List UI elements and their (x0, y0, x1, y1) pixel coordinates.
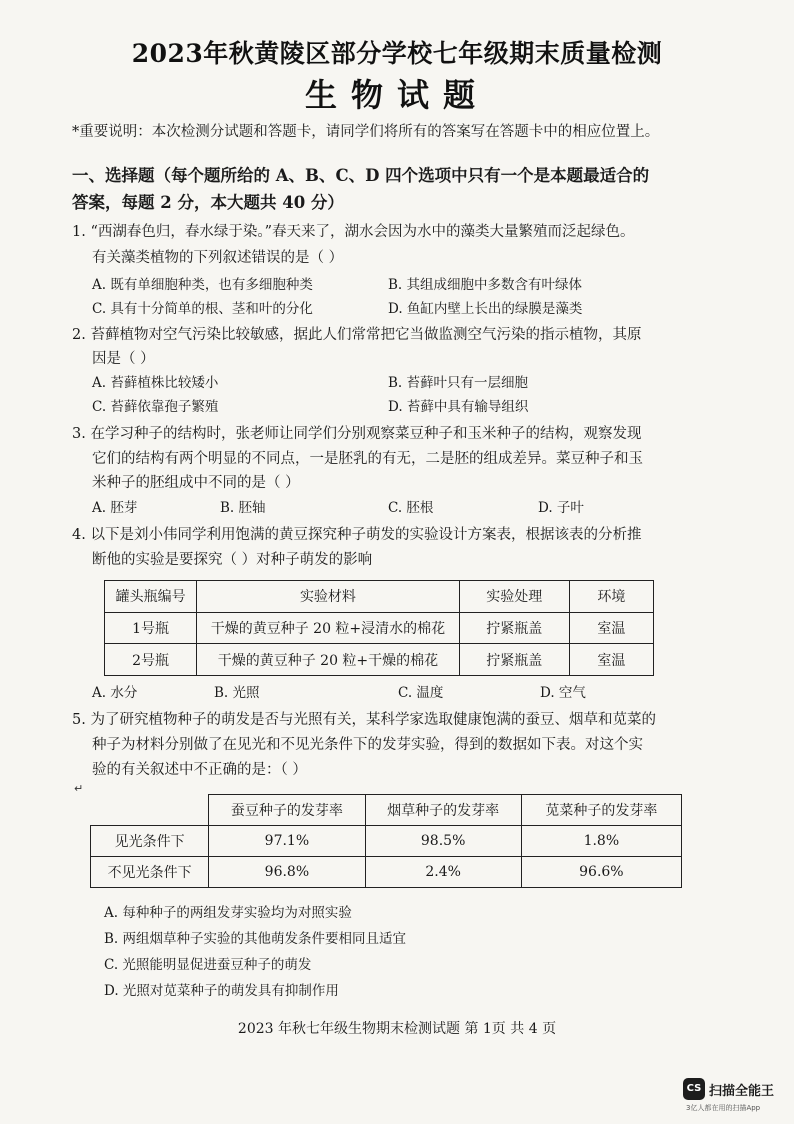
table-cell: 96.6% (521, 857, 681, 888)
q4-experiment-table (104, 580, 654, 676)
camscanner-logo-icon: CS (683, 1078, 705, 1100)
q4-stem-line2: 断他的实验是要探究（ ）对种子萌发的影响 (92, 552, 373, 568)
q5-option-b: B. 两组烟草种子实验的其他萌发条件要相同且适宜 (104, 931, 407, 947)
table-header-cell: 罐头瓶编号 (105, 581, 197, 613)
q3-option-b: B. 胚轴 (220, 500, 266, 516)
camscanner-tagline: 3亿人都在用的扫描App (686, 1104, 761, 1112)
camscanner-watermark: 扫描全能王 (709, 1084, 775, 1099)
q5-stem-line1: 5. 为了研究植物种子的萌发是否与光照有关，某科学家选取健康饱满的蚕豆、烟草和苋菜的 (72, 712, 656, 728)
q4-option-c: C. 温度 (398, 685, 444, 701)
section-heading-line1: 一、选择题（每个题所给的 A、B、C、D 四个选项中只有一个是本题最适合的 (72, 166, 650, 185)
q5-stem-line3: 验的有关叙述中不正确的是：（ ） (92, 762, 307, 778)
table-cell: 干燥的黄豆种子 20 粒+浸清水的棉花 (197, 612, 460, 644)
q1-stem-line2: 有关藻类植物的下列叙述错误的是（ ） (92, 250, 344, 266)
q2-option-c: C. 苔藓依靠孢子繁殖 (92, 399, 219, 415)
page-footer: 2023 年秋七年级生物期末检测试题 第 1页 共 4 页 (237, 1021, 557, 1037)
table-cell: 拧紧瓶盖 (459, 612, 569, 644)
q2-option-d: D. 苔藓中具有输导组织 (388, 399, 529, 415)
q3-option-d: D. 子叶 (538, 500, 584, 516)
table-cell: 2号瓶 (105, 644, 197, 676)
q1-option-b: B. 其组成细胞中多数含有叶绿体 (388, 277, 583, 293)
table-row (91, 826, 682, 857)
table-header-cell: 蚕豆种子的发芽率 (209, 795, 365, 826)
q4-stem-line1: 4. 以下是刘小伟同学利用饱满的黄豆探究种子萌发的实验设计方案表，根据该表的分析推 (72, 527, 642, 543)
table-cell: 见光条件下 (91, 826, 209, 857)
table-cell: 不见光条件下 (91, 857, 209, 888)
q4-option-a: A. 水分 (92, 685, 138, 701)
table-cell: 干燥的黄豆种子 20 粒+干燥的棉花 (197, 644, 460, 676)
exam-title: 2023年秋黄陵区部分学校七年级期末质量检测 (131, 39, 663, 68)
q3-stem-line2: 它们的结构有两个明显的不同点，一是胚乳的有无，二是胚的组成差异。菜豆种子和玉 (92, 451, 643, 467)
table-header-cell: 实验材料 (197, 581, 460, 613)
q5-stem-line2: 种子为材料分别做了在见光和不见光条件下的发芽实验，得到的数据如下表。对这个实 (92, 737, 643, 753)
table-row (91, 857, 682, 888)
table-header-row (91, 795, 682, 826)
q5-option-d: D. 光照对苋菜种子的萌发具有抑制作用 (104, 983, 339, 999)
q3-stem-line3: 米种子的胚组成中不同的是（ ） (92, 475, 300, 491)
exam-subtitle: 生物试题 (304, 76, 489, 114)
q1-option-d: D. 鱼缸内壁上长出的绿膜是藻类 (388, 301, 583, 317)
q5-option-c: C. 光照能明显促进蚕豆种子的萌发 (104, 957, 312, 973)
table-header-cell: 苋菜种子的发芽率 (521, 795, 681, 826)
q2-stem-line1: 2. 苔藓植物对空气污染比较敏感，据此人们常常把它当做监测空气污染的指示植物，其原 (72, 327, 642, 343)
q1-stem-line1: 1. “西湖春色归，春水绿于染。”春天来了，湖水会因为水中的藻类大量繁殖而泛起绿色。 (72, 224, 635, 240)
table-cell: 1.8% (521, 826, 681, 857)
section-heading-line2: 答案，每题 2 分，本大题共 40 分） (72, 193, 344, 212)
q1-option-c: C. 具有十分简单的根、茎和叶的分化 (92, 301, 313, 317)
q3-stem-line1: 3. 在学习种子的结构时，张老师让同学们分别观察菜豆种子和玉米种子的结构，观察发现 (72, 426, 642, 442)
table-cell: 室温 (569, 644, 653, 676)
table-header-cell: 烟草种子的发芽率 (365, 795, 521, 826)
q2-option-a: A. 苔藓植株比较矮小 (92, 375, 219, 391)
table-row (105, 612, 654, 644)
important-notice: *重要说明：本次检测分试题和答题卡，请同学们将所有的答案写在答题卡中的相应位置上。 (72, 124, 660, 140)
q4-option-d: D. 空气 (540, 685, 586, 701)
table-cell: 98.5% (365, 826, 521, 857)
table-cell: 拧紧瓶盖 (459, 644, 569, 676)
table-header-cell (91, 795, 209, 826)
table-cell: 1号瓶 (105, 612, 197, 644)
table-header-row (105, 581, 654, 613)
q5-option-a: A. 每种种子的两组发芽实验均为对照实验 (104, 905, 352, 921)
q2-option-b: B. 苔藓叶只有一层细胞 (388, 375, 529, 391)
table-cell: 室温 (569, 612, 653, 644)
table-row (105, 644, 654, 676)
q3-option-c: C. 胚根 (388, 500, 434, 516)
table-cell: 2.4% (365, 857, 521, 888)
table-header-cell: 实验处理 (459, 581, 569, 613)
q2-stem-line2: 因是（ ） (92, 351, 155, 367)
table-cell: 97.1% (209, 826, 365, 857)
q1-option-a: A. 既有单细胞种类，也有多细胞种类 (92, 277, 313, 293)
table-header-cell: 环境 (569, 581, 653, 613)
q4-option-b: B. 光照 (214, 685, 260, 701)
section-heading (72, 162, 732, 216)
table-cell: 96.8% (209, 857, 365, 888)
q5-germination-table (90, 794, 682, 888)
paragraph-mark-icon: ↵ (74, 782, 84, 795)
q3-option-a: A. 胚芽 (92, 500, 138, 516)
